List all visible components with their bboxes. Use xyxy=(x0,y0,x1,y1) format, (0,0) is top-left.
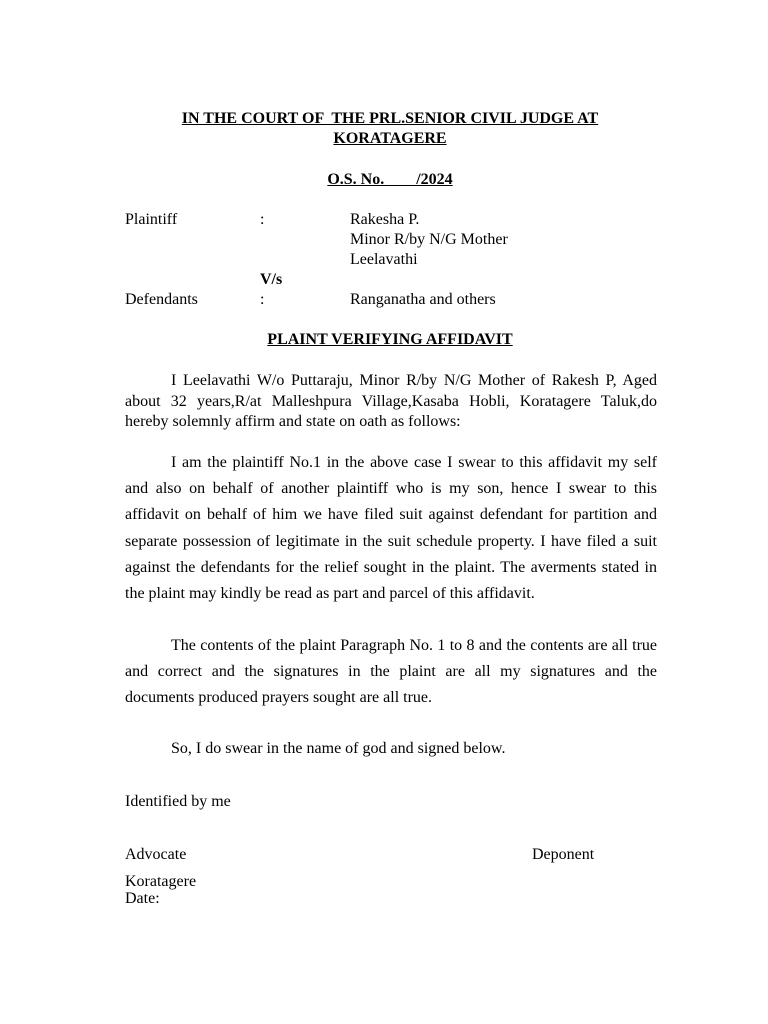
oath-line: So, I do swear in the name of god and signed below. xyxy=(171,740,506,757)
paragraph-contents-true: The contents of the plaint Paragraph No. 1 to 8 and the contents are all true and correct and the signatures in the plaint are all my signatures and the documents produced prayers sought are all true. xyxy=(125,637,657,707)
paragraph-statement: I am the plaintiff No.1 in the above case I swear to this affidavit my self and also on behalf of another plaintiff who is my son, hence I swear to this affidavit on behalf of him we have filed suit against defendant for partition and separate possession of legitimate in the suit schedule property. I have filed a suit against the defendants for the relief sought in the plaint. The averments stated in the plaint may kindly be read as part and parcel of this affidavit. xyxy=(125,454,657,603)
affidavit-title: PLAINT VERIFYING AFFIDAVIT xyxy=(267,331,513,348)
plaintiff-colon: : xyxy=(260,211,265,228)
plaintiff-label: Plaintiff xyxy=(125,211,178,228)
place-label: Koratagere xyxy=(125,873,197,890)
defendants-name: Ranganatha and others xyxy=(350,291,496,308)
plaintiff-guardian-name: Leelavathi xyxy=(350,251,418,268)
case-number: O.S. No. /2024 xyxy=(327,171,453,188)
court-heading-line2: KORATAGERE xyxy=(333,130,447,147)
identified-by: Identified by me xyxy=(125,793,231,810)
defendants-label: Defendants xyxy=(125,291,198,308)
deponent-signature-label: Deponent xyxy=(532,846,595,863)
paragraph-deponent-intro: I Leelavathi W/o Puttaraju, Minor R/by N/G Mother of Rakesh P, Aged about 32 years,R/at Malleshpura Village,Kasaba Hobli, Koratagere Taluk,do hereby solemnly affirm and state on oath as follows: xyxy=(125,372,657,430)
court-heading-line1: IN THE COURT OF THE PRL.SENIOR CIVIL JUDGE AT xyxy=(181,110,599,127)
versus-label: V/s xyxy=(260,271,283,288)
court-heading xyxy=(120,109,660,149)
plaintiff-guardian: Minor R/by N/G Mother xyxy=(350,231,508,248)
plaintiff-name: Rakesha P. xyxy=(350,211,420,228)
date-label: Date: xyxy=(125,890,160,907)
defendants-colon: : xyxy=(260,291,265,308)
advocate-signature-label: Advocate xyxy=(125,846,187,863)
